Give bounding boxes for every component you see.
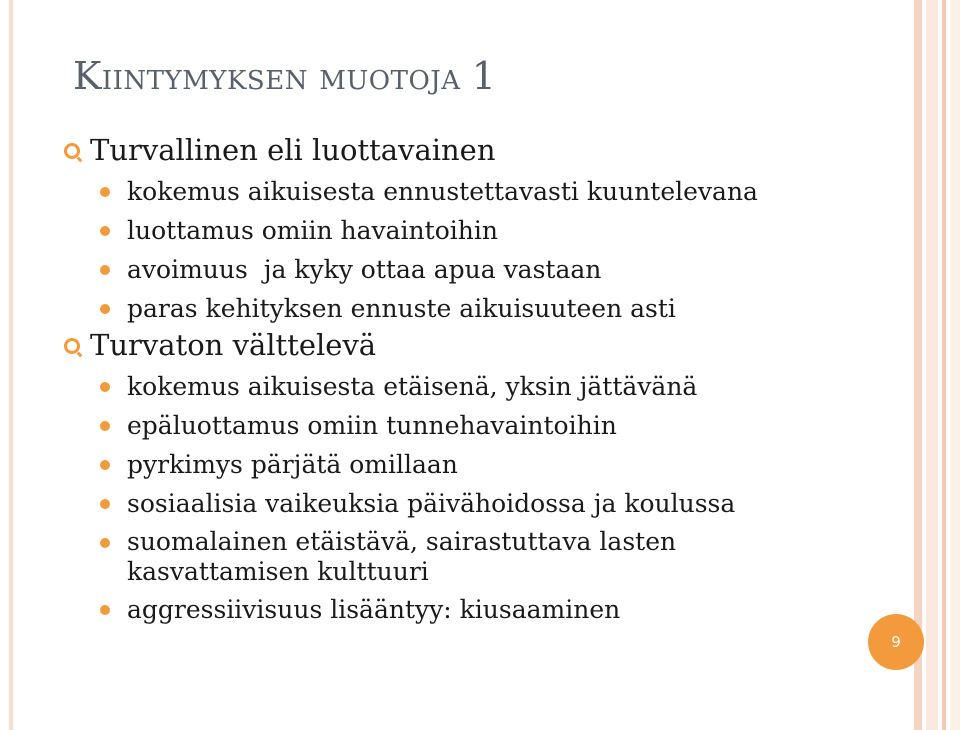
- list-item: [62, 488, 922, 520]
- section-heading: [62, 327, 922, 363]
- title-word-1: IINTYMYKSEN: [101, 66, 308, 96]
- dot-bullet-icon: [100, 265, 110, 275]
- band-stripe: [950, 0, 960, 730]
- slide-title: [73, 54, 496, 98]
- list-item: [62, 527, 767, 587]
- band-stripe: [942, 0, 946, 730]
- list-item-text: kokemus aikuisesta ennustettavasti kuuntelevana: [127, 177, 758, 206]
- dot-bullet-icon: [100, 382, 110, 392]
- dot-bullet-icon: [100, 304, 110, 314]
- list-item-text: aggressiivisuus lisääntyy: kiusaaminen: [127, 595, 621, 624]
- list-item-text: epäluottamus omiin tunnehavaintoihin: [127, 411, 617, 440]
- title-number: 1: [471, 54, 497, 98]
- section-heading: [62, 132, 922, 168]
- dot-bullet-icon: [100, 538, 110, 548]
- title-initial: K: [73, 54, 102, 98]
- list-item-text: luottamus omiin havaintoihin: [127, 216, 498, 245]
- list-item: [62, 371, 922, 403]
- list-item-text: paras kehityksen ennuste aikuisuuteen asti: [127, 294, 676, 323]
- dot-bullet-icon: [100, 187, 110, 197]
- slide-body: [62, 132, 922, 626]
- dot-bullet-icon: [100, 460, 110, 470]
- list-item-text: avoimuus ja kyky ottaa apua vastaan: [127, 255, 602, 284]
- dot-bullet-icon: [100, 499, 110, 509]
- list-item: [62, 410, 922, 442]
- left-decorative-rule: [9, 0, 13, 730]
- list-item: [62, 449, 922, 481]
- list-item: [62, 254, 922, 286]
- ring-bullet-icon: [64, 338, 80, 354]
- section-heading-text: Turvallinen eli luottavainen: [90, 133, 496, 167]
- ring-bullet-icon: [64, 143, 80, 159]
- page-number-badge: [868, 614, 924, 670]
- list-item-text: kokemus aikuisesta etäisenä, yksin jättävänä: [127, 372, 698, 401]
- dot-bullet-icon: [100, 605, 110, 615]
- dot-bullet-icon: [100, 226, 110, 236]
- band-stripe: [926, 0, 938, 730]
- list-item-text: pyrkimys pärjätä omillaan: [127, 450, 458, 479]
- list-item-text: sosiaalisia vaikeuksia päivähoidossa ja koulussa: [127, 489, 736, 518]
- list-item: [62, 176, 922, 208]
- title-word-2: MUOTOJA: [319, 66, 461, 96]
- page-number: 9: [891, 633, 901, 651]
- section-heading-text: Turvaton välttelevä: [90, 328, 377, 362]
- list-item: [62, 215, 922, 247]
- list-item: [62, 293, 922, 325]
- list-item: [62, 594, 922, 626]
- dot-bullet-icon: [100, 421, 110, 431]
- list-item-text: suomalainen etäistävä, sairastuttava lasten kasvattamisen kulttuuri: [127, 527, 677, 586]
